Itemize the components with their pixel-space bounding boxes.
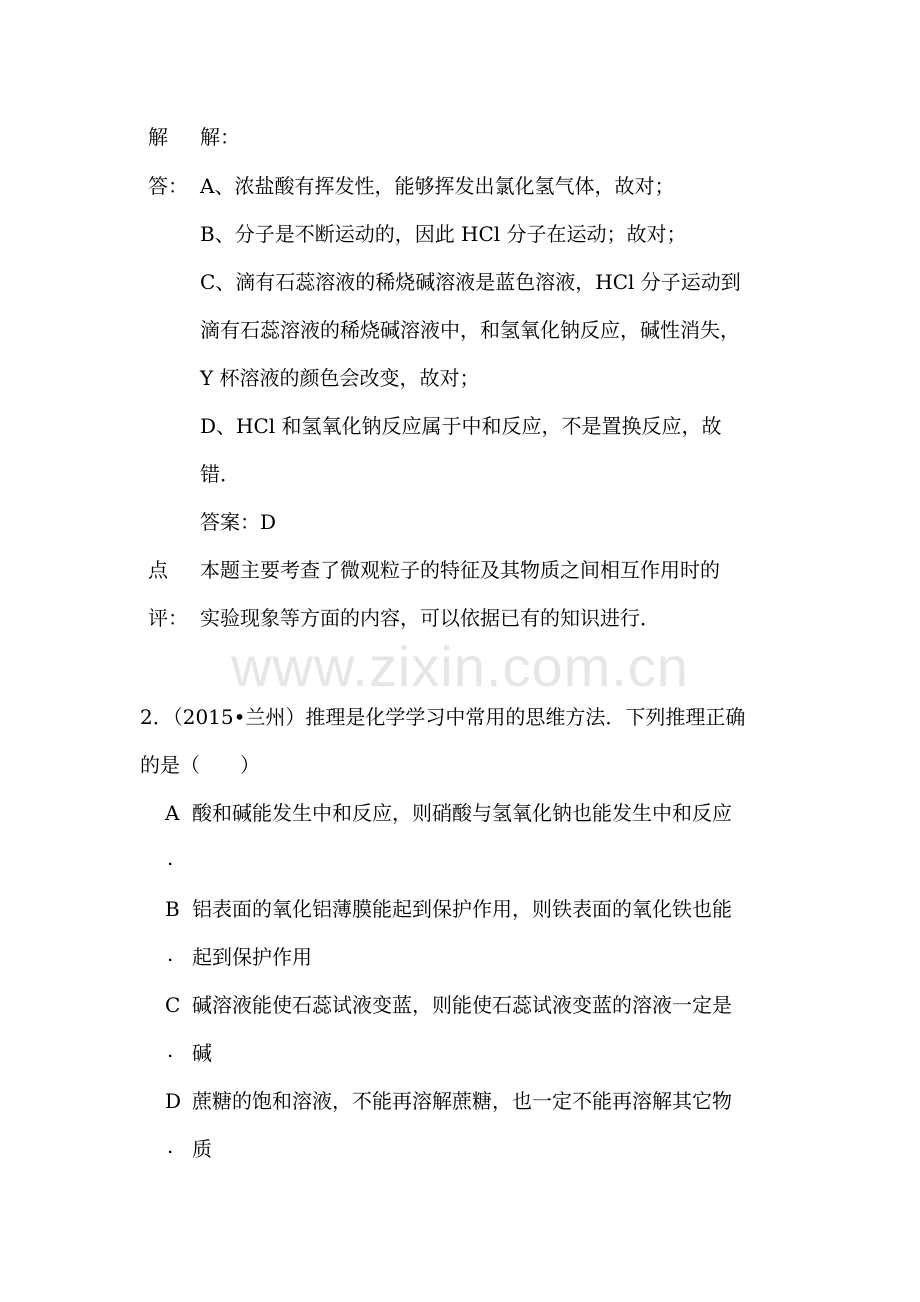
solution-line: C、滴有石蕊溶液的稀烧碱溶液是蓝色溶液，HCl 分子运动到 xyxy=(200,270,741,294)
question-stem: 的是（ ） xyxy=(140,753,260,777)
comment-label-bottom: 评： xyxy=(148,606,188,630)
question-stem: 2．（2015•兰州）推理是化学学习中常用的思维方法．下列推理正确 xyxy=(140,705,746,729)
solution-line: D、HCl 和氢氧化钠反应属于中和反应，不是置换反应，故 xyxy=(200,414,722,438)
option-text: 酸和碱能发生中和反应，则硝酸与氢氧化钠也能发生中和反应 xyxy=(192,801,732,825)
watermark: www.zixin.com.cn xyxy=(231,635,689,698)
option-text: 碱溶液能使石蕊试液变蓝，则能使石蕊试液变蓝的溶液一定是 xyxy=(192,993,732,1017)
option-text: 碱 xyxy=(192,1041,212,1065)
option-text: 起到保护作用 xyxy=(192,945,312,969)
solution-line: Y 杯溶液的颜色会改变，故对； xyxy=(200,366,480,390)
solution-label-top: 解 xyxy=(148,125,168,149)
option-letter: C xyxy=(165,993,181,1017)
option-dot: . xyxy=(167,846,174,870)
solution-line: A、浓盐酸有挥发性，能够挥发出氯化氢气体，故对； xyxy=(200,174,675,198)
option-letter: D xyxy=(165,1089,182,1113)
comment-line: 本题主要考查了微观粒子的特征及其物质之间相互作用时的 xyxy=(200,558,720,582)
solution-line: 错． xyxy=(200,462,240,486)
option-dot: . xyxy=(167,1134,174,1158)
option-letter: A xyxy=(165,801,180,825)
solution-label-bottom: 答： xyxy=(148,174,188,198)
option-text: 铝表面的氧化铝薄膜能起到保护作用，则铁表面的氧化铁也能 xyxy=(192,897,732,921)
option-dot: . xyxy=(167,1038,174,1062)
option-letter: B xyxy=(165,897,180,921)
solution-line: 解： xyxy=(200,125,240,149)
option-text: 蔗糖的饱和溶液，不能再溶解蔗糖，也一定不能再溶解其它物 xyxy=(192,1089,732,1113)
comment-line: 实验现象等方面的内容，可以依据已有的知识进行． xyxy=(200,606,660,630)
option-text: 质 xyxy=(192,1137,212,1161)
solution-line: 滴有石蕊溶液的稀烧碱溶液中，和氢氧化钠反应，碱性消失， xyxy=(200,318,740,342)
solution-line: B、分子是不断运动的，因此 HCl 分子在运动；故对； xyxy=(200,222,687,246)
option-dot: . xyxy=(167,942,174,966)
answer-line: 答案：D xyxy=(200,510,277,534)
comment-label-top: 点 xyxy=(148,558,168,582)
